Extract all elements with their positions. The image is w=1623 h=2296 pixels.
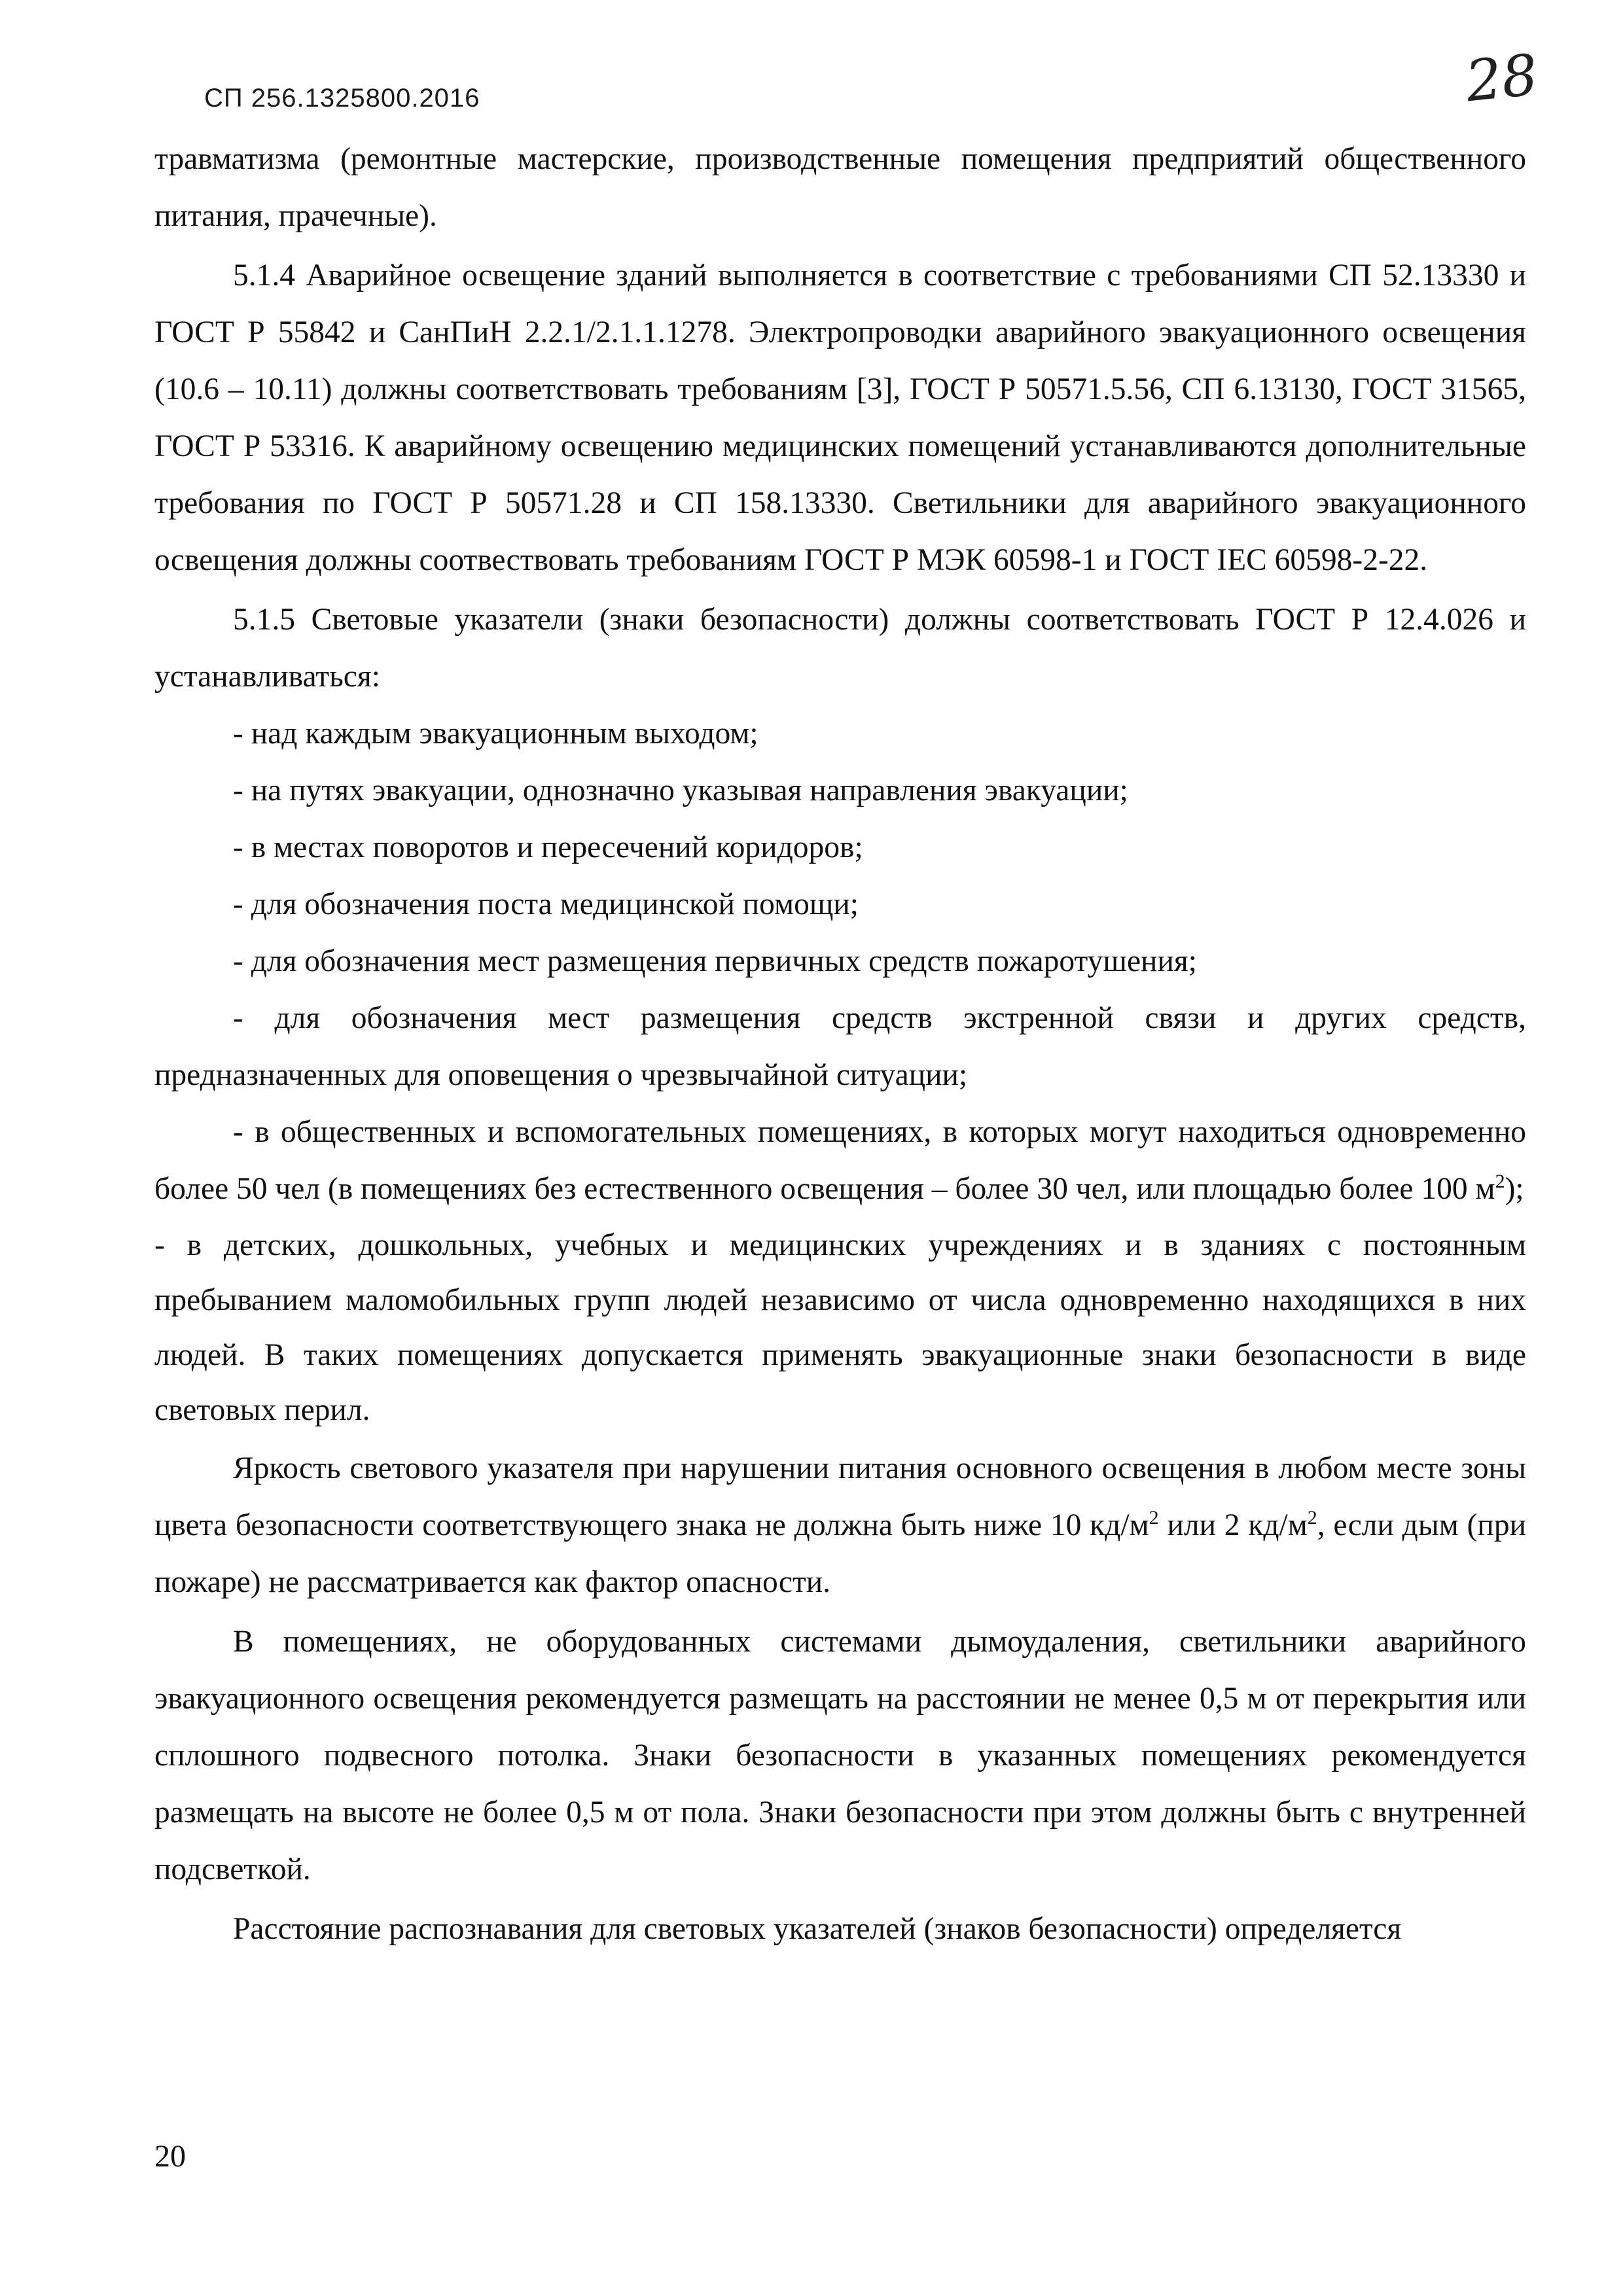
list-item: - в детских, дошкольных, учебных и медицинских учреждениях и в зданиях с постоянным пребыванием маломобильных групп людей независимо от числа одновременно находящихся в них людей. В таких помещениях допускается применять эвакуационные знаки безопасности в виде световых перил. (154, 1228, 1526, 1427)
document-code-header: СП 256.1325800.2016 (204, 84, 480, 113)
list-item: - на путях эвакуации, однозначно указывая направления эвакуации; (233, 773, 1128, 807)
paragraph-5-1-4: 5.1.4 Аварийное освещение зданий выполняется в соответствие с требованиями СП 52.13330 и ГОСТ Р 55842 и СанПиН 2.2.1/2.1.1.1278. Электропроводки аварийного эвакуационного освещения (10.6 – 10.11) должны соответствовать требованиям [3], ГОСТ Р 50571.5.56, СП 6.13130, ГОСТ 31565, ГОСТ Р 53316. К аварийному освещению медицинских помещений устанавливаются дополнительные требования по ГОСТ Р 50571.28 и СП 158.13330. Светильники для аварийного эвакуационного освещения должны соотвествовать требованиям ГОСТ Р МЭК 60598-1 и ГОСТ IEC 60598-2-22. (154, 258, 1526, 577)
list-item-text-end: ); (1505, 1172, 1524, 1206)
handwritten-page-number: 28 (1463, 42, 1541, 115)
brightness-text: Яркость светового указателя при нарушении питания основного освещения в любом месте зоны цвета безопасности соответствующего знака не должна быть ниже 10 кд/м (154, 1451, 1526, 1542)
brightness-text-mid: или 2 кд/м (1158, 1508, 1308, 1542)
superscript-2: 2 (1149, 1507, 1159, 1529)
paragraph-5-1-5: 5.1.5 Световые указатели (знаки безопасности) должны соответствовать ГОСТ Р 12.4.026 и устанавливаться: (154, 603, 1526, 694)
page-number: 20 (154, 2139, 186, 2174)
paragraph-brightness (154, 1440, 1526, 1611)
list-item: - над каждым эвакуационным выходом; (233, 716, 758, 751)
brightness-text-end: , если дым (при пожаре) не рассматривается как фактор опасности. (154, 1508, 1526, 1599)
paragraph-recognition-distance: Расстояние распознавания для световых указателей (знаков безопасности) определяется (233, 1912, 1402, 1946)
superscript-2: 2 (1495, 1171, 1505, 1193)
list-item: - в местах поворотов и пересечений коридоров; (233, 830, 863, 864)
list-item: - для обозначения мест размещения первичных средств пожаротушения; (233, 944, 1197, 978)
list-item-with-superscript (154, 1104, 1526, 1218)
document-body (154, 131, 1526, 1958)
superscript-2: 2 (1307, 1507, 1317, 1529)
paragraph-smoke-rooms: В помещениях, не оборудованных системами дымоудаления, светильники аварийного эвакуационного освещения рекомендуется размещать на расстоянии не менее 0,5 м от перекрытия или сплошного подвесного потолка. Знаки безопасности в указанных помещениях рекомендуется размещать на высоте не более 0,5 м от пола. Знаки безопасности при этом должны быть с внутренней подсветкой. (154, 1625, 1526, 1886)
list-item: - для обозначения поста медицинской помощи; (233, 887, 859, 921)
list-item: - для обозначения мест размещения средств экстренной связи и других средств, предназначенных для оповещения о чрезвычайной ситуации; (154, 1001, 1526, 1092)
list-item-text: - в общественных и вспомогательных помещениях, в которых могут находиться одновременно более 50 чел (в помещениях без естественного освещения – более 30 чел, или площадью более 100 м (154, 1115, 1526, 1206)
paragraph-continuation: травматизма (ремонтные мастерские, производственные помещения предприятий общественного питания, прачечные). (154, 142, 1526, 233)
